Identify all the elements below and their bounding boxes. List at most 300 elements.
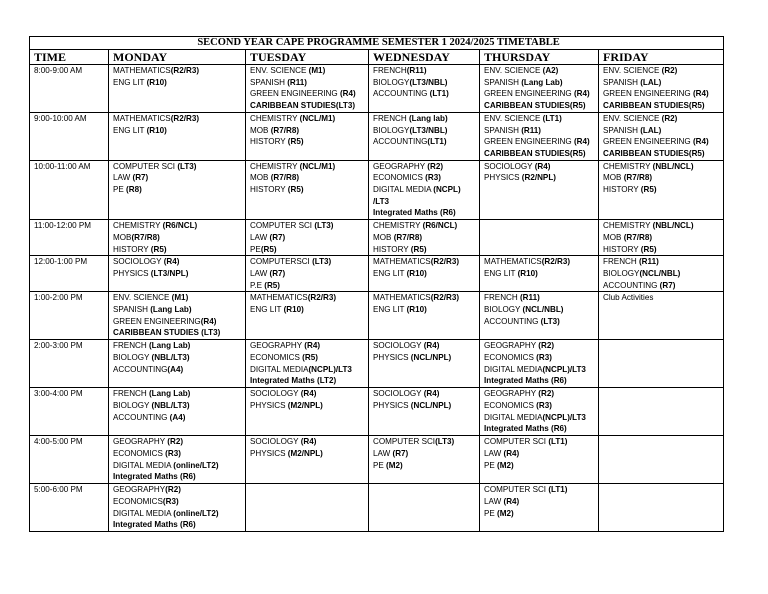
subject-name: FRENCH (373, 113, 409, 123)
class-entry (603, 100, 723, 112)
room-code: (R2) (165, 485, 181, 495)
class-entry (603, 172, 723, 184)
subject-name: HISTORY (603, 244, 641, 254)
subject-name: BIOLOGY (113, 400, 152, 410)
room-code: CARIBBEAN STUDIES(R5) (484, 148, 586, 158)
room-code: (NCPL)/LT3 (308, 364, 352, 374)
subject-name: ENV. SCIENCE (484, 113, 543, 123)
header-monday: MONDAY (109, 50, 246, 65)
subject-name: COMPUTER SCI (373, 437, 436, 447)
class-entry (250, 448, 368, 460)
room-code: (R5) (302, 352, 318, 362)
room-code: (Lang Lab) (148, 341, 191, 351)
subject-name: ECONOMICS (484, 352, 537, 362)
subject-name: FRENCH (113, 389, 149, 399)
room-code: (M2) (497, 508, 514, 518)
time-slot: 9:00-10:00 AM (30, 112, 109, 160)
class-entry (603, 232, 723, 244)
room-code: (online/LT2) (173, 460, 219, 470)
timetable (29, 36, 724, 532)
room-code: (R4) (503, 448, 520, 458)
cell-monday (109, 340, 246, 388)
class-entry (373, 256, 479, 268)
room-code: (R4) (573, 137, 590, 147)
subject-name: LAW (113, 173, 133, 183)
subject-name: MATHEMATICS (113, 66, 171, 75)
class-entry (250, 352, 368, 364)
subject-name: DIGITAL MEDIA (250, 364, 309, 374)
room-code: (R10) (283, 305, 304, 315)
room-code: (M1) (171, 293, 189, 303)
subject-name: PE (484, 460, 498, 470)
class-entry (373, 77, 479, 89)
class-entry (603, 256, 723, 268)
class-entry (373, 304, 479, 316)
room-code: CARIBBEAN STUDIES(R5) (603, 101, 705, 111)
subject-name: MATHEMATICS (484, 257, 542, 267)
class-entry (250, 292, 368, 304)
class-entry (113, 508, 245, 520)
subject-name: COMPUTER SCI (250, 221, 315, 231)
subject-name: COMPUTER SCI (484, 437, 549, 447)
class-entry (484, 388, 598, 400)
cell-friday (599, 160, 724, 220)
subject-name: FRENCH (373, 66, 407, 75)
room-code: (LT1) (542, 113, 562, 123)
class-entry (250, 136, 368, 148)
room-code: (A4) (169, 412, 186, 422)
cell-wednesday (369, 484, 480, 532)
class-entry (373, 232, 479, 244)
subject-name: MATHEMATICS (250, 293, 308, 303)
subject-name: ACCOUNTING (373, 137, 428, 147)
room-code: (NCPL)/LT3 (542, 364, 586, 374)
subject-name: ECONOMICS (113, 448, 166, 458)
subject-name: PE (373, 460, 387, 470)
room-code: (LT3) (312, 257, 332, 267)
subject-name: GEOGRAPHY (484, 341, 539, 351)
subject-name: SPANISH (603, 77, 641, 87)
subject-name: BIOLOGY (373, 125, 410, 135)
room-code: (R11) (519, 293, 540, 303)
class-entry (113, 460, 245, 472)
subject-name: ENG LIT (113, 77, 147, 87)
subject-name: SPANISH (250, 77, 288, 87)
subject-name: CHEMISTRY (250, 161, 300, 171)
room-code: (R10) (146, 77, 167, 87)
class-entry (113, 65, 245, 77)
class-entry (484, 65, 598, 77)
class-entry (113, 484, 245, 496)
class-entry (484, 352, 598, 364)
class-entry (250, 364, 368, 376)
subject-name: SOCIOLOGY (484, 161, 535, 171)
class-entry (373, 292, 479, 304)
class-entry (250, 304, 368, 316)
room-code: (R11) (638, 257, 659, 267)
room-code: (R3) (536, 352, 552, 362)
room-code: (R11) (287, 77, 307, 87)
subject-name: HISTORY (250, 185, 288, 195)
cell-friday (599, 292, 724, 340)
room-code: (NCL/NBL) (522, 305, 564, 315)
subject-name: PHYSICS (484, 173, 522, 183)
subject-name: LAW (484, 496, 504, 506)
class-entry (603, 148, 723, 160)
subject-name: ACCOUNTING (373, 89, 430, 99)
room-code: (R4) (573, 89, 590, 99)
room-code: (R4) (163, 257, 180, 267)
room-code: (Lang Lab) (150, 305, 192, 315)
room-code: (LT3) (314, 221, 334, 231)
class-entry (484, 508, 598, 520)
subject-name: LAW (484, 448, 504, 458)
subject-name: ACCOUNTING (484, 316, 541, 326)
room-code: (R4) (304, 341, 321, 351)
subject-name: GEOGRAPHY (484, 389, 539, 399)
time-slot: 11:00-12:00 PM (30, 220, 109, 256)
class-entry (484, 161, 598, 173)
room-code: (LT1) (548, 485, 568, 495)
room-code: (R7/R8) (270, 173, 300, 183)
room-code: (R2/R3) (430, 257, 460, 267)
subject-name: SOCIOLOGY (250, 389, 301, 399)
class-entry (484, 484, 598, 496)
room-code: (R2/R3) (430, 293, 460, 303)
subject-name: COMPUTER SCI (113, 161, 178, 171)
room-code: (R4) (423, 389, 440, 399)
subject-name: HISTORY (113, 244, 151, 254)
time-slot: 12:00-1:00 PM (30, 256, 109, 292)
room-code: (R2/NPL) (521, 173, 556, 183)
class-entry (603, 113, 723, 125)
room-code: (R3) (162, 496, 179, 506)
class-entry (484, 400, 598, 412)
room-code: (Lang lab) (408, 113, 448, 123)
subject-name: PHYSICS (113, 268, 151, 278)
class-entry (484, 412, 598, 424)
subject-name: SOCIOLOGY (250, 437, 301, 447)
timetable-title: SECOND YEAR CAPE PROGRAMME SEMESTER 1 2024/2025 TIMETABLE (30, 37, 724, 50)
room-code: Integrated Maths (R6) (373, 208, 456, 218)
room-code: (R11) (406, 66, 427, 75)
room-code: (R6/NCL) (162, 221, 198, 231)
room-code: (NBL/LT3) (151, 352, 190, 362)
cell-wednesday (369, 112, 480, 160)
class-entry (603, 292, 723, 304)
class-entry (484, 268, 598, 280)
subject-name: PE (250, 244, 261, 254)
class-entry (250, 113, 368, 125)
subject-name: PHYSICS (250, 400, 288, 410)
class-entry (113, 244, 245, 256)
cell-thursday (480, 436, 599, 484)
room-code: (NBL/NCL) (652, 161, 694, 171)
class-entry (373, 184, 479, 196)
class-entry (113, 436, 245, 448)
room-code: (R5) (264, 280, 281, 290)
subject-name: GREEN ENGINEERING (250, 89, 340, 99)
cell-wednesday (369, 388, 480, 436)
class-entry (373, 436, 479, 448)
cell-tuesday (246, 220, 369, 256)
cell-monday (109, 256, 246, 292)
subject-name: MOB (113, 232, 132, 242)
cell-wednesday (369, 160, 480, 220)
header-time: TIME (30, 50, 109, 65)
class-entry (250, 232, 368, 244)
class-entry (113, 172, 245, 184)
room-code: (LAL) (640, 125, 662, 135)
room-code: (R10) (406, 268, 427, 278)
subject-name: HISTORY (373, 244, 411, 254)
class-entry (373, 244, 479, 256)
cell-monday (109, 65, 246, 113)
cell-tuesday (246, 484, 369, 532)
cell-friday (599, 436, 724, 484)
subject-name: GREEN ENGINEERING (484, 137, 574, 147)
subject-name: GEOGRAPHY (113, 437, 168, 447)
class-entry (484, 125, 598, 137)
class-entry (603, 184, 723, 196)
room-code: (R2) (538, 341, 555, 351)
subject-name: HISTORY (250, 137, 288, 147)
cell-monday (109, 220, 246, 256)
class-entry (373, 65, 479, 77)
class-entry (113, 519, 245, 531)
class-entry (113, 161, 245, 173)
subject-name: GEOGRAPHY (373, 161, 428, 171)
room-code: (R2) (167, 437, 184, 447)
table-row (30, 160, 724, 220)
subject-name: GEOGRAPHY (113, 485, 166, 495)
class-entry (373, 448, 479, 460)
cell-friday (599, 65, 724, 113)
time-slot: 3:00-4:00 PM (30, 388, 109, 436)
subject-name: SPANISH (603, 125, 641, 135)
class-entry (250, 100, 368, 112)
class-entry (603, 65, 723, 77)
room-code: (R4) (503, 496, 520, 506)
room-code: (R4) (339, 89, 356, 99)
room-code: (NBL/NCL) (652, 221, 694, 231)
room-code: (R2) (661, 66, 678, 75)
room-code: (NCPL) (433, 185, 461, 195)
subject-name: ECONOMICS (484, 400, 537, 410)
cell-friday (599, 256, 724, 292)
class-entry (484, 304, 598, 316)
room-code: CARIBBEAN STUDIES (LT3) (113, 328, 221, 338)
subject-name: PHYSICS (373, 400, 411, 410)
class-entry (113, 304, 245, 316)
class-entry (373, 460, 479, 472)
class-entry (113, 496, 245, 508)
class-entry (113, 352, 245, 364)
room-code: Integrated Maths (R6) (113, 472, 196, 482)
room-code: (R4) (692, 137, 709, 147)
class-entry (113, 364, 245, 376)
subject-name: SPANISH (484, 125, 522, 135)
class-entry (484, 77, 598, 89)
table-row (30, 388, 724, 436)
subject-name: PHYSICS (373, 352, 411, 362)
class-entry (484, 423, 598, 435)
room-code: (M2) (497, 460, 514, 470)
cell-thursday (480, 256, 599, 292)
cell-wednesday (369, 436, 480, 484)
class-entry (484, 113, 598, 125)
time-slot: 4:00-5:00 PM (30, 436, 109, 484)
subject-name: SPANISH (484, 77, 522, 87)
subject-name: MOB (603, 232, 624, 242)
subject-name: MOB (250, 125, 271, 135)
class-entry (113, 256, 245, 268)
header-tuesday: TUESDAY (246, 50, 369, 65)
room-code: (LT3/NBL) (409, 77, 448, 87)
subject-name: BIOLOGY (373, 77, 410, 87)
room-code: (R3) (165, 448, 181, 458)
subject-name: MATHEMATICS (373, 293, 431, 303)
room-code: (R7/R8) (393, 232, 423, 242)
class-entry (484, 88, 598, 100)
class-entry (250, 436, 368, 448)
room-code: (R7) (132, 173, 149, 183)
subject-name: ENG LIT (373, 268, 407, 278)
subject-name: HISTORY (603, 185, 641, 195)
room-code: (R2) (661, 113, 678, 123)
class-entry (373, 400, 479, 412)
subject-name: BIOLOGY (603, 268, 640, 278)
subject-name: ENV. SCIENCE (484, 66, 543, 75)
class-entry (484, 148, 598, 160)
subject-name: GREEN ENGINEERING (603, 89, 693, 99)
cell-tuesday (246, 65, 369, 113)
cell-thursday (480, 65, 599, 113)
cell-tuesday (246, 160, 369, 220)
room-code: (R2) (538, 389, 555, 399)
room-code: (LT1) (429, 89, 449, 99)
subject-name: DIGITAL MEDIA (484, 412, 543, 422)
room-code: CARIBBEAN STUDIES(R5) (603, 148, 705, 158)
subject-name: ENG LIT (484, 268, 518, 278)
cell-thursday (480, 220, 599, 256)
class-entry (113, 412, 245, 424)
subject-name: LAW (373, 448, 393, 458)
class-entry (113, 340, 245, 352)
room-code: (M2/NPL) (287, 448, 323, 458)
cell-wednesday (369, 292, 480, 340)
class-entry (250, 88, 368, 100)
subject-name: CHEMISTRY (603, 221, 653, 231)
cell-friday (599, 484, 724, 532)
subject-name: CHEMISTRY (250, 113, 300, 123)
cell-thursday (480, 292, 599, 340)
class-entry (250, 400, 368, 412)
class-entry (250, 280, 368, 292)
class-entry (484, 340, 598, 352)
room-code: (R2/R3) (170, 113, 200, 123)
cell-thursday (480, 388, 599, 436)
subject-name: ENV. SCIENCE (603, 66, 662, 75)
class-entry (373, 352, 479, 364)
cell-wednesday (369, 220, 480, 256)
room-code: (NCPL)/LT3 (542, 412, 586, 422)
header-wednesday: WEDNESDAY (369, 50, 480, 65)
class-entry (603, 268, 723, 280)
room-code: (NCL/NPL) (410, 352, 452, 362)
subject-name: ENG LIT (250, 305, 284, 315)
room-code: (R2/R3) (307, 293, 337, 303)
room-code: (M1) (308, 66, 326, 75)
subject-name: ENG LIT (373, 305, 407, 315)
class-entry (484, 448, 598, 460)
class-entry (250, 340, 368, 352)
time-slot: 1:00-2:00 PM (30, 292, 109, 340)
room-code: Integrated Maths (R6) (484, 376, 567, 386)
table-row (30, 256, 724, 292)
cell-friday (599, 340, 724, 388)
cell-friday (599, 220, 724, 256)
time-slot: 5:00-6:00 PM (30, 484, 109, 532)
cell-friday (599, 112, 724, 160)
subject-name: GREEN ENGINEERING (484, 89, 574, 99)
subject-name: GREEN ENGINEERING (603, 137, 693, 147)
room-code: (R5) (410, 244, 427, 254)
subject-name: ENG LIT (113, 125, 147, 135)
room-code: (R11) (521, 125, 541, 135)
subject-name: ECONOMICS (250, 352, 303, 362)
cell-thursday (480, 484, 599, 532)
class-entry (484, 496, 598, 508)
subject-name: CHEMISTRY (373, 221, 423, 231)
class-entry (113, 220, 245, 232)
class-entry (484, 316, 598, 328)
class-entry (373, 113, 479, 125)
table-row (30, 340, 724, 388)
room-code: (R3) (536, 400, 552, 410)
class-entry (250, 268, 368, 280)
room-code: (R5) (260, 244, 277, 254)
class-entry (113, 327, 245, 339)
table-row (30, 220, 724, 256)
class-entry (373, 268, 479, 280)
class-entry (603, 77, 723, 89)
room-code: (R5) (287, 185, 304, 195)
table-row (30, 65, 724, 113)
class-entry (113, 77, 245, 89)
subject-name: BIOLOGY (113, 352, 152, 362)
room-code: (R5) (640, 244, 657, 254)
class-entry (373, 125, 479, 137)
class-entry (250, 77, 368, 89)
time-slot: 10:00-11:00 AM (30, 160, 109, 220)
class-entry (484, 100, 598, 112)
room-code: (LT3/NPL) (150, 268, 189, 278)
class-entry (113, 400, 245, 412)
room-code: (LT1) (427, 137, 447, 147)
class-entry (373, 207, 479, 219)
room-code: Integrated Maths (R6) (484, 424, 567, 434)
subject-name: ACCOUNTING (113, 364, 168, 374)
subject-name: ENV. SCIENCE (603, 113, 662, 123)
subject-name: CHEMISTRY (113, 221, 163, 231)
room-code: (R2/R3) (541, 257, 571, 267)
class-entry (250, 125, 368, 137)
table-row (30, 436, 724, 484)
room-code: (R6/NCL) (422, 221, 458, 231)
room-code: (NCL/M1) (299, 161, 336, 171)
room-code: (LT3) (435, 437, 455, 447)
